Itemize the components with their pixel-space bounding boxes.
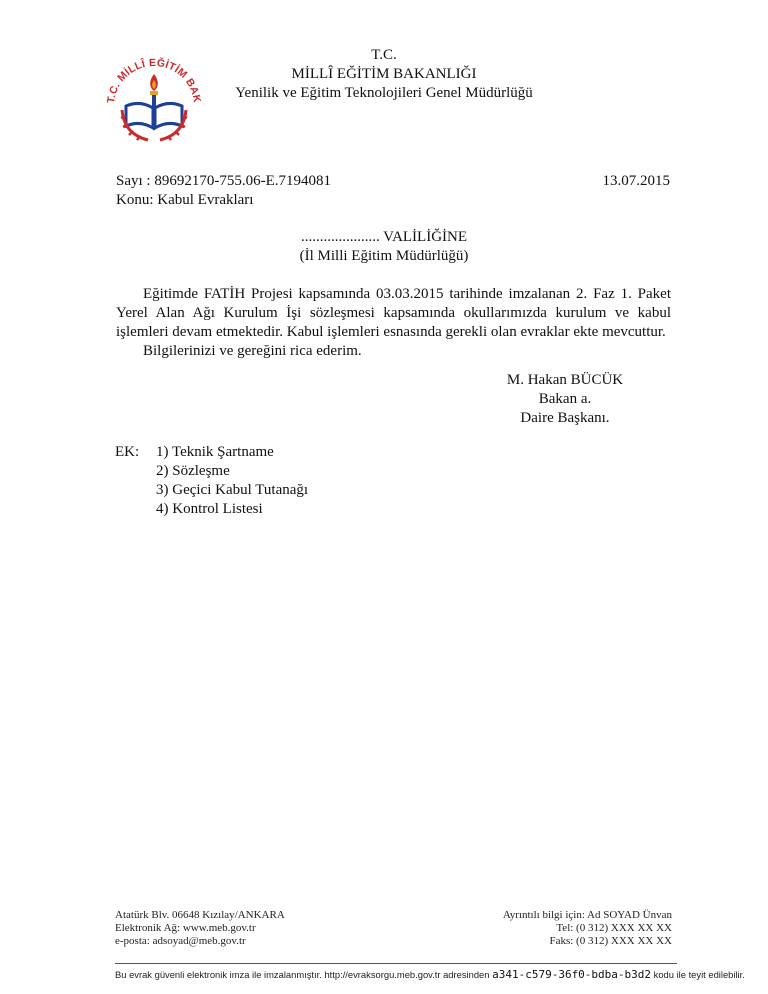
document-date: 13.07.2015 <box>602 173 670 189</box>
recipient-line: ..................... VALİLİĞİNE <box>300 229 468 245</box>
footer-divider <box>115 963 677 964</box>
recipient-sub: (İl Milli Eğitim Müdürlüğü) <box>299 248 469 264</box>
footer-phone-line: Tel: (0 312) XXX XX XX <box>556 922 672 934</box>
document-number: Sayı : 89692170-755.06-E.7194081 <box>116 173 331 189</box>
verification-suffix: kodu ile teyit edilebilir. <box>653 969 745 980</box>
footer-address <box>115 909 285 948</box>
attachment-item: 3) Geçici Kabul Tutanağı <box>156 482 309 498</box>
document-subject: Konu: Kabul Evrakları <box>116 192 254 208</box>
attachment-item: 2) Sözleşme <box>156 463 230 479</box>
footer-contact <box>460 909 672 948</box>
verification-code: a341-c579-36f0-bdba-b3d2 <box>492 968 652 981</box>
signatory-title-1: Bakan a. <box>538 391 592 407</box>
verification-note <box>115 968 745 981</box>
logo-arc-text: T.C. MİLLÎ EĞİTİM BAK <box>105 56 203 104</box>
footer-email-line: e-posta: adsoyad@meb.gov.tr <box>115 935 246 947</box>
footer-fax-line: Faks: (0 312) XXX XX XX <box>549 935 672 947</box>
header-department: Yenilik ve Eğitim Teknolojileri Genel Müdürlüğü <box>235 85 533 101</box>
footer-contact-line: Ayrıntılı bilgi için: Ad SOYAD Ünvan <box>502 909 672 921</box>
attachment-row-1 <box>115 443 308 462</box>
signatory-name: M. Hakan BÜCÜK <box>506 372 624 388</box>
footer-address-line: Atatürk Blv. 06648 Kızılay/ANKARA <box>115 909 285 921</box>
verification-text: Bu evrak güvenli elektronik imza ile imzalanmıştır. http://evraksorgu.meb.gov.tr adresinden <box>115 969 490 980</box>
body-paragraph-1: Eğitimde FATİH Projesi kapsamında 03.03.2015 tarihinde imzalanan 2. Faz 1. Paket Yerel Alan Ağı Kurulum İşi sözleşmesi kapsamında okullarımızda kurulum ve kabul işlemleri devam etmektedir. Kabul işlemleri esnasında gerekli olan evraklar ekte mevcuttur. <box>116 286 671 340</box>
attachment-item: 4) Kontrol Listesi <box>156 501 263 517</box>
attachments-label: EK: <box>115 444 140 460</box>
body-paragraph-2: Bilgilerinizi ve gereğini rica ederim. <box>143 343 362 359</box>
header-tc: T.C. <box>371 47 397 63</box>
attachments-list <box>115 443 308 519</box>
attachment-item: 1) Teknik Şartname <box>156 444 274 460</box>
signatory-title-2: Daire Başkanı. <box>520 410 610 426</box>
footer-web-line: Elektronik Ağ: www.meb.gov.tr <box>115 922 256 934</box>
header-ministry: MİLLÎ EĞİTİM BAKANLIĞI <box>291 66 477 82</box>
